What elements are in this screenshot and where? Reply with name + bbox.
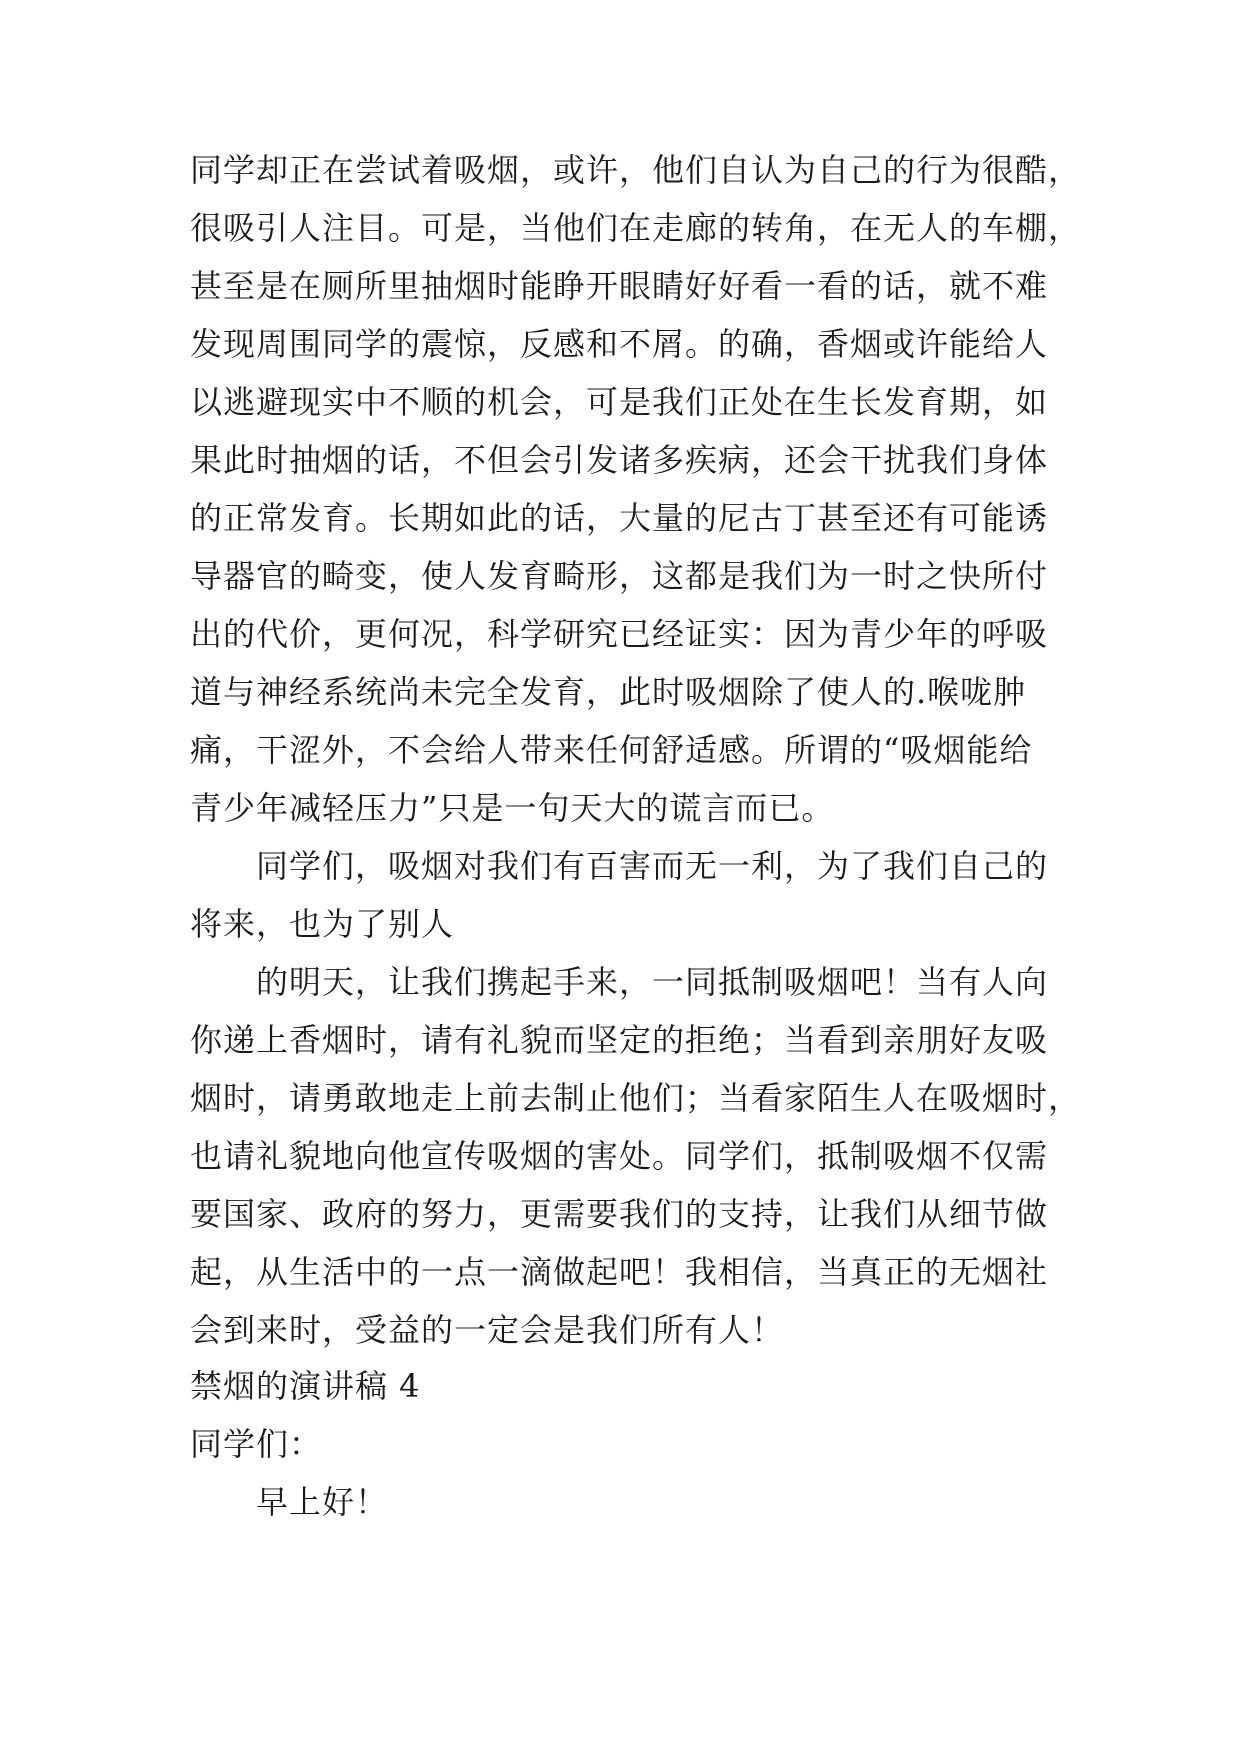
text-line: 果此时抽烟的话，不但会引发诸多疾病，还会干扰我们身体	[190, 441, 1049, 479]
text-line: 也请礼貌地向他宣传吸烟的害处。同学们，抵制吸烟不仅需	[190, 1137, 1049, 1175]
greeting: 早上好！	[256, 1483, 389, 1521]
salutation: 同学们：	[190, 1425, 323, 1463]
text-line: 烟时，请勇敢地走上前去制止他们；当看家陌生人在吸烟时，	[190, 1079, 1082, 1117]
text-line: 道与神经系统尚未完全发育，此时吸烟除了使人的.喉咙肿	[190, 673, 1027, 711]
text-line: 起，从生活中的一点一滴做起吧！我相信，当真正的无烟社	[190, 1253, 1049, 1291]
text-line: 发现周围同学的震惊，反感和不屑。的确，香烟或许能给人	[190, 325, 1049, 363]
text-line: 会到来时，受益的一定会是我们所有人！	[190, 1311, 785, 1349]
text-line: 很吸引人注目。可是，当他们在走廊的转角，在无人的车棚，	[190, 209, 1082, 247]
text-line: 甚至是在厕所里抽烟时能睁开眼睛好好看一看的话，就不难	[190, 267, 1049, 305]
text-line: 将来，也为了别人	[190, 905, 455, 943]
text-line: 你递上香烟时，请有礼貌而坚定的拒绝；当看到亲朋好友吸	[190, 1021, 1049, 1059]
text-line: 痛，干涩外，不会给人带来任何舒适感。所谓的“吸烟能给	[190, 731, 1033, 769]
text-line: 同学却正在尝试着吸烟，或许，他们自认为自己的行为很酷，	[190, 151, 1082, 189]
paragraph-start-line: 同学们，吸烟对我们有百害而无一利，为了我们自己的	[256, 847, 1049, 885]
text-line: 的正常发育。长期如此的话，大量的尼古丁甚至还有可能诱	[190, 499, 1049, 537]
text-line: 导器官的畸变，使人发育畸形，这都是我们为一时之快所付	[190, 557, 1049, 595]
paragraph-start-line: 的明天，让我们携起手来，一同抵制吸烟吧！当有人向	[256, 963, 1049, 1001]
text-line: 要国家、政府的努力，更需要我们的支持，让我们从细节做	[190, 1195, 1049, 1233]
section-title: 禁烟的演讲稿 4	[190, 1367, 421, 1405]
text-line: 出的代价，更何况，科学研究已经证实：因为青少年的呼吸	[190, 615, 1049, 653]
text-line: 青少年减轻压力”只是一句天大的谎言而已。	[190, 789, 835, 827]
text-line: 以逃避现实中不顺的机会，可是我们正处在生长发育期，如	[190, 383, 1049, 421]
